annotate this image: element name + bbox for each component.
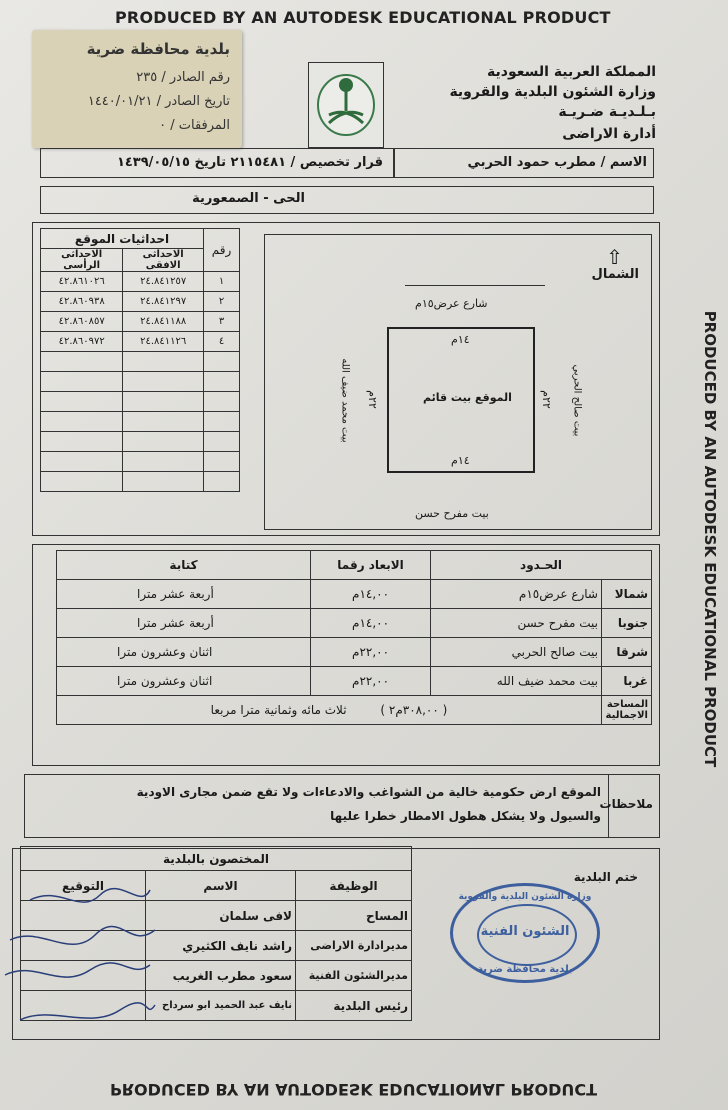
limit-number: ٢٢,٠٠م <box>311 638 431 667</box>
remarks-box <box>24 774 660 838</box>
table-row <box>41 432 240 452</box>
official-job: مديرالشئون الفنية <box>296 961 412 991</box>
limit-direction: شرقا <box>602 638 652 667</box>
west-neighbor: بيت محمد ضيف الله <box>339 358 351 443</box>
coordinates-title: احداثيات الموقع <box>41 229 204 249</box>
ministry-header <box>416 64 656 154</box>
limit-words: اثنان وعشرون مترا <box>57 638 311 667</box>
south-neighbor: بيت مفرح حسن <box>415 507 489 520</box>
limit-bound: بيت محمد ضيف الله <box>431 667 602 696</box>
header-department: أدارة الاراضى <box>562 126 656 142</box>
area-words: ثلاث مائه وثمانية مترا مربعا <box>210 703 347 717</box>
info-row <box>40 148 654 178</box>
table-row <box>41 292 240 312</box>
limit-direction: جنوبا <box>602 609 652 638</box>
site-label: الموقع بيت قائم <box>423 391 512 404</box>
coord-y: ٤٢.٨٦٠٨٥٧ <box>41 312 123 332</box>
limit-words: أربعة عشر مترا <box>57 609 311 638</box>
outgoing-note <box>32 30 242 148</box>
coord-x: ٢٤.٨٤١٢٩٧ <box>123 292 204 312</box>
site-plot <box>387 327 535 473</box>
limits-dims-header: الابعاد رقما <box>311 551 431 580</box>
municipality-stamp <box>450 883 600 983</box>
table-row <box>41 272 240 292</box>
limit-direction: شمالا <box>602 580 652 609</box>
officials-sign-header: التوقيع <box>21 871 146 901</box>
coordinates-num-header: رقم <box>204 229 240 272</box>
header-ministry: وزارة الشئون البلدية والقروية <box>449 84 656 100</box>
remarks-label: ملاحظات <box>599 797 653 811</box>
limit-number: ١٤,٠٠م <box>311 580 431 609</box>
owner-name: الاسم / مطرب حمود الحربي <box>467 155 647 170</box>
officials-job-header: الوظيفة <box>296 871 412 901</box>
table-row <box>41 372 240 392</box>
coord-y: ٤٢.٨٦٠٩٣٨ <box>41 292 123 312</box>
limit-words: أربعة عشر مترا <box>57 580 311 609</box>
coord-x: ٢٤.٨٤١١٨٨ <box>123 312 204 332</box>
note-outgoing-date: تاريخ الصادر / ١٤٤٠/٠١/٢١ <box>87 94 230 109</box>
table-row <box>41 352 240 372</box>
limit-number: ٢٢,٠٠م <box>311 667 431 696</box>
table-row <box>57 609 652 638</box>
coordinates-y-header: الاحداثى الرأسى <box>41 249 123 272</box>
official-name: نايف عبد الحميد ابو سرداح <box>146 991 296 1021</box>
table-row <box>57 580 652 609</box>
coord-y: ٤٢.٨٦١٠٢٦ <box>41 272 123 292</box>
limits-bounds-header: الحـدود <box>431 551 652 580</box>
limit-words: اثنان وعشرون مترا <box>57 667 311 696</box>
coord-num: ١ <box>204 272 240 292</box>
official-job: رئيس البلدية <box>296 991 412 1021</box>
watermark-bottom: PRODUCED BY AN AUTODESK EDUCATIONAL PRODUCT <box>110 1080 598 1099</box>
north-label: الشمال <box>591 267 639 282</box>
allocation-decision: قرار تخصيص / ٢١١٥٤٨١ تاريخ ١٤٣٩/٠٥/١٥ <box>116 155 383 170</box>
officials-title: المختصون بالبلدية <box>21 847 412 871</box>
table-row <box>41 472 240 492</box>
header-kingdom: المملكة العربية السعودية <box>487 64 656 80</box>
table-row <box>57 696 652 725</box>
east-neighbor: بيت صالح الحربي <box>571 364 583 437</box>
district-row <box>40 186 654 214</box>
limits-table <box>56 550 652 725</box>
table-row <box>41 452 240 472</box>
limit-number: ١٤,٠٠م <box>311 609 431 638</box>
watermark-side: PRODUCED BY AN AUTODESK EDUCATIONAL PRODUCT <box>701 310 719 768</box>
area-number: ( ٣٠٨,٠٠م٢ ) <box>380 703 448 717</box>
coord-num: ٤ <box>204 332 240 352</box>
coord-num: ٣ <box>204 312 240 332</box>
note-outgoing-number: رقم الصادر / ٢٣٥ <box>136 70 230 85</box>
officials-name-header: الاسم <box>146 871 296 901</box>
signature-scribbles-icon <box>0 880 160 1050</box>
remarks-line-1: الموقع ارض حكومية خالية من الشواغب والادعاءات ولا تقع ضمن مجارى الاودية <box>136 785 601 799</box>
coord-x: ٢٤.٨٤١٢٥٧ <box>123 272 204 292</box>
coord-y: ٤٢.٨٦٠٩٧٢ <box>41 332 123 352</box>
north-arrow-icon: ⇧ <box>606 245 623 269</box>
emblem-frame <box>308 62 384 148</box>
stamp-ring-bottom: بلدية محافظة ضرية <box>477 964 573 975</box>
official-name: راشد نايف الكثيري <box>146 931 296 961</box>
watermark-top: PRODUCED BY AN AUTODESK EDUCATIONAL PRODUCT <box>115 8 611 27</box>
table-row <box>41 392 240 412</box>
stamp-label: ختم البلدية <box>573 870 638 884</box>
bottom-dimension: ١٤م <box>451 454 470 467</box>
top-dimension: ١٤م <box>451 333 470 346</box>
coordinates-table <box>40 228 240 492</box>
coord-x: ٢٤.٨٤١١٢٦ <box>123 332 204 352</box>
official-job: المساح <box>296 901 412 931</box>
note-attachments: المرفقات / ٠ <box>159 118 230 133</box>
coordinates-x-header: الاحداثى الافقى <box>123 249 204 272</box>
table-row <box>57 667 652 696</box>
limits-words-header: كتابة <box>57 551 311 580</box>
stamp-ring-top: وزارة الشئون البلدية والقروية <box>458 892 592 902</box>
official-job: مديرادارة الاراضى <box>296 931 412 961</box>
table-row <box>41 412 240 432</box>
remarks-line-2: والسيول ولا يشكل هطول الامطار خطرا عليها <box>330 809 601 823</box>
saudi-emblem-icon <box>309 63 383 147</box>
stamp-center: الشئون الفنية <box>480 924 570 939</box>
right-dimension: ٢٢م <box>539 390 553 409</box>
area-label: المساحة الاجمالية <box>602 696 652 725</box>
limit-bound: شارع عرض١٥م <box>431 580 602 609</box>
district-name: الحى - الصمعورية <box>192 191 305 206</box>
official-name: سعود مطرب الغريب <box>146 961 296 991</box>
limit-bound: بيت مفرح حسن <box>431 609 602 638</box>
coord-num: ٢ <box>204 292 240 312</box>
note-title: بلدية محافظة ضرية <box>86 40 230 58</box>
left-dimension: ٢٢م <box>365 390 379 409</box>
official-name: لافى سلمان <box>146 901 296 931</box>
limit-bound: بيت صالح الحربي <box>431 638 602 667</box>
street-label: شارع عرض١٥م <box>415 297 488 310</box>
site-plan <box>264 234 652 530</box>
table-row <box>57 638 652 667</box>
table-row <box>41 332 240 352</box>
header-municipality: بـلـديـة ضـريـة <box>558 104 656 120</box>
limit-direction: غربا <box>602 667 652 696</box>
table-row <box>41 312 240 332</box>
